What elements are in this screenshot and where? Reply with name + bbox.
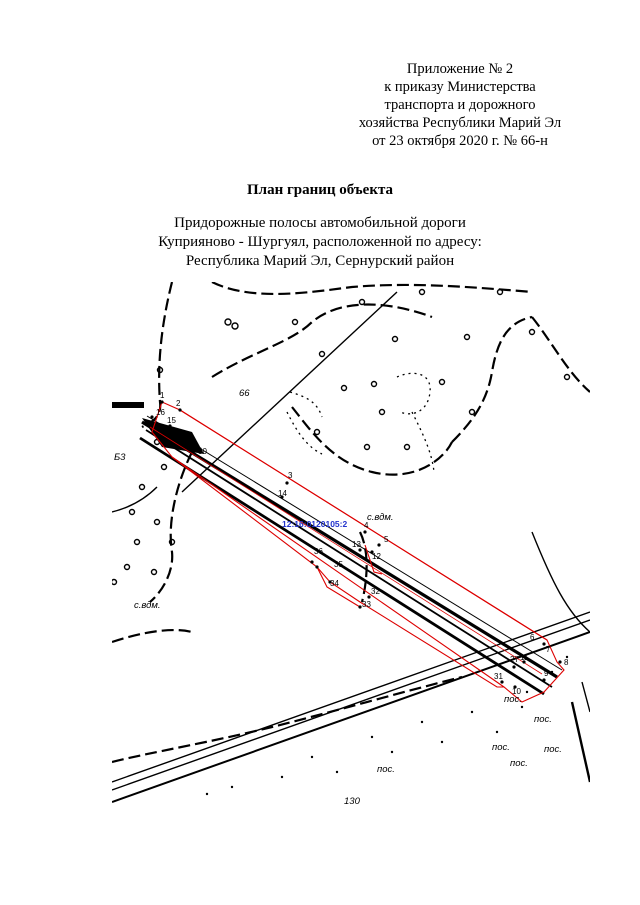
point-label: 30 [198,447,207,456]
terrain-label: с.вдм. [367,512,394,523]
point-label: 16 [156,408,165,417]
point-labels [156,391,569,696]
boundary-plan-map [112,282,590,807]
point-label: 1 [160,391,165,400]
terrain-dotted [287,373,434,472]
point-label: 11 [520,653,529,662]
terrain-label: пос. [510,758,528,769]
point-label: 31 [494,672,503,681]
point-label: 8 [564,658,569,667]
point-label: 7 [546,645,551,654]
point-label: 4 [364,521,369,530]
document-subtitle [0,214,640,271]
annex-line: к приказу Министерства [384,79,536,95]
terrain-label: 66 [239,388,250,399]
terrain-label: 130 [344,796,360,807]
terrain-lines [112,292,590,802]
terrain-label: пос. [377,764,395,775]
point-label: 5 [384,535,389,544]
annex-line: транспорта и дорожного [384,97,536,113]
point-label: 34 [330,579,339,588]
point-label: 13 [352,540,361,549]
terrain-label: Б3 [114,452,126,463]
terrain-label: пос. [544,744,562,755]
annex-line: от 23 октября 2020 г. № 66-н [372,133,548,149]
terrain-label: пос. [492,742,510,753]
subtitle-line: Республика Марий Эл, Сернурский район [185,253,455,269]
point-label: 10 [512,687,521,696]
subtitle-line: Придорожные полосы автомобильной дороги [174,215,466,231]
point-label: 3 [288,471,293,480]
terrain-label: пос. [504,694,522,705]
terrain-label: с.вдм. [134,600,161,611]
point-label: 12 [372,552,381,561]
point-label: 14 [278,489,287,498]
terrain-label-group [114,388,562,807]
point-label: 35 [334,560,343,569]
annex-header [330,60,590,150]
point-label: 36 [314,547,323,556]
point-label: 15 [167,416,176,425]
point-label: 32 [371,587,380,596]
road-lines [140,416,562,694]
terrain-label: пос. [534,714,552,725]
point-label: 33 [362,600,371,609]
boundary-polygons [150,402,564,702]
annex-line: Приложение № 2 [406,61,514,77]
annex-line: хозяйства Республики Марий Эл [358,115,562,131]
document-title: План границ объекта [246,182,394,198]
cadastral-number: 12:16:0120105:2 [282,519,348,529]
subtitle-line: Куприяново - Шургуял, расположенной по адресу: [158,234,482,250]
point-label: 9 [544,669,549,678]
point-label: 2 [176,399,181,408]
point-label: 6 [530,633,535,642]
point-label: 27 [510,655,519,664]
